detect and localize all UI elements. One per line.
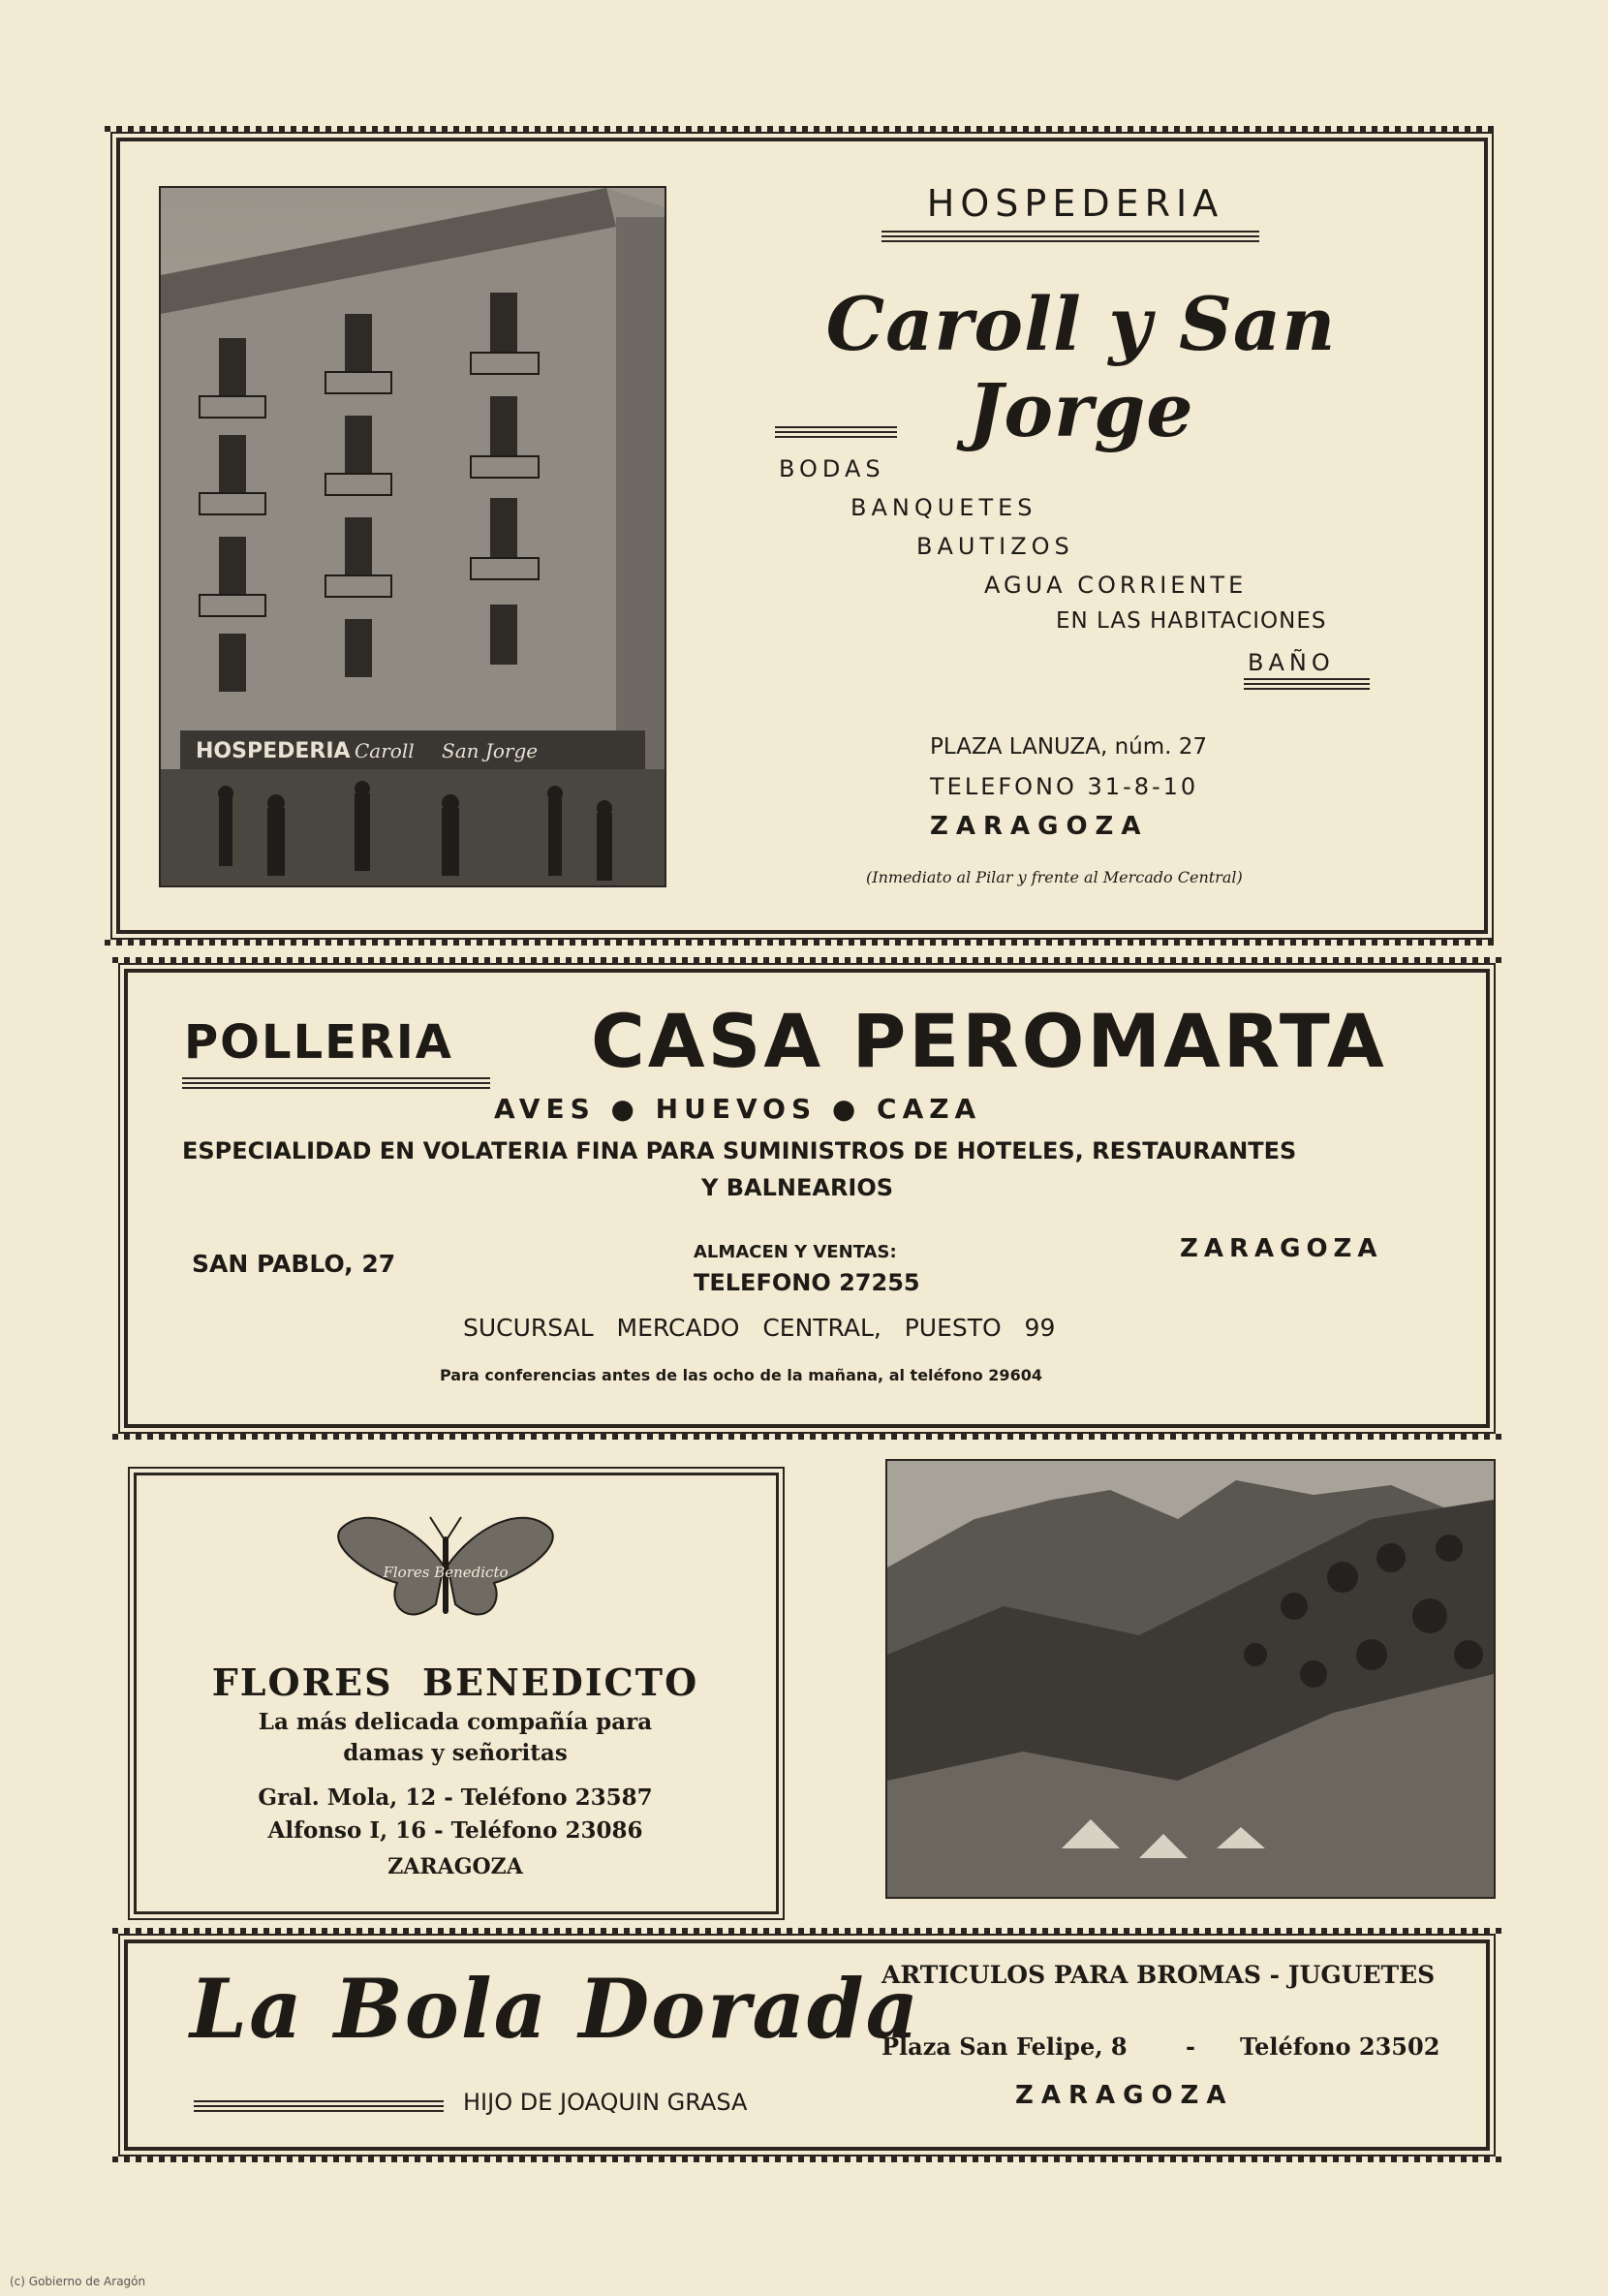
hospederia-photo [159,186,666,887]
flores-address-1: Gral. Mola, 12 - Teléfono 23587 [258,1784,653,1811]
butterfly-text: Flores Benedicto [383,1564,509,1581]
hospederia-heading: HOSPEDERIA [926,182,1224,225]
hospederia-note: (Inmediato al Pilar y frente al Mercado Central) [866,868,1243,886]
bola-owner: HIJO DE JOAQUIN GRASA [463,2089,748,2116]
hospederia-address: PLAZA LANUZA, núm. 27 [930,734,1208,760]
flores-city: ZARAGOZA [387,1854,523,1879]
service-bodas: BODAS [779,455,885,482]
bola-name: La Bola Dorada [190,1961,921,2057]
polleria-name: CASA PEROMARTA [591,998,1387,1084]
polleria-store-label: ALMACEN Y VENTAS: [694,1242,897,1262]
polleria-branch: SUCURSAL MERCADO CENTRAL, PUESTO 99 [463,1314,1056,1342]
hospederia-city: ZARAGOZA [930,812,1149,841]
service-bano: BAÑO [1248,649,1335,676]
heading-rule [881,231,1259,244]
flores-name: FLORES BENEDICTO [211,1660,699,1704]
flores-tagline-2: damas y señoritas [343,1740,568,1766]
bola-city: ZARAGOZA [1015,2081,1234,2110]
flores-tagline-1: La más delicada compañía para [258,1709,653,1735]
mountain-illustration [887,1461,1494,1897]
service-habitaciones: EN LAS HABITACIONES [1056,608,1327,634]
flores-address-2: Alfonso I, 16 - Teléfono 23086 [267,1817,643,1844]
butterfly-logo [329,1507,562,1633]
services-rule [775,426,897,440]
polleria-phone: TELEFONO 27255 [694,1269,920,1296]
photo-sign-c: San Jorge [442,739,539,762]
polleria-label: POLLERIA [184,1015,453,1070]
bola-separator: - [1186,2032,1195,2061]
polleria-specialty-2: Y BALNEARIOS [701,1174,894,1201]
hospederia-phone: TELEFONO 31-8-10 [930,773,1199,800]
photo-sign-a: HOSPEDERIA [196,739,351,763]
bola-address: Plaza San Felipe, 8 [881,2032,1128,2061]
photo-sign-b: Caroll [355,739,415,762]
polleria-address: SAN PABLO, 27 [192,1250,396,1278]
bola-products: ARTICULOS PARA BROMAS - JUGUETES [881,1961,1436,1989]
footer-credit: (c) Gobierno de Aragón [10,2275,146,2288]
service-agua: AGUA CORRIENTE [984,572,1248,599]
polleria-note: Para conferencias antes de las ocho de la mañana, al teléfono 29604 [440,1366,1042,1384]
mountain-photo [885,1459,1496,1899]
bano-rule [1244,678,1370,692]
service-banquetes: BANQUETES [850,494,1037,521]
polleria-items: AVES ● HUEVOS ● CAZA [494,1093,982,1125]
service-bautizos: BAUTIZOS [916,533,1074,560]
polleria-rule [182,1077,490,1091]
building-illustration [161,188,665,885]
bola-phone: Teléfono 23502 [1240,2032,1440,2061]
polleria-city: ZARAGOZA [1180,1234,1383,1263]
hospederia-name: Caroll y San Jorge [825,281,1337,453]
polleria-specialty-1: ESPECIALIDAD EN VOLATERIA FINA PARA SUMINISTROS DE HOTELES, RESTAURANTES [182,1137,1297,1164]
bola-rule [194,2100,444,2114]
